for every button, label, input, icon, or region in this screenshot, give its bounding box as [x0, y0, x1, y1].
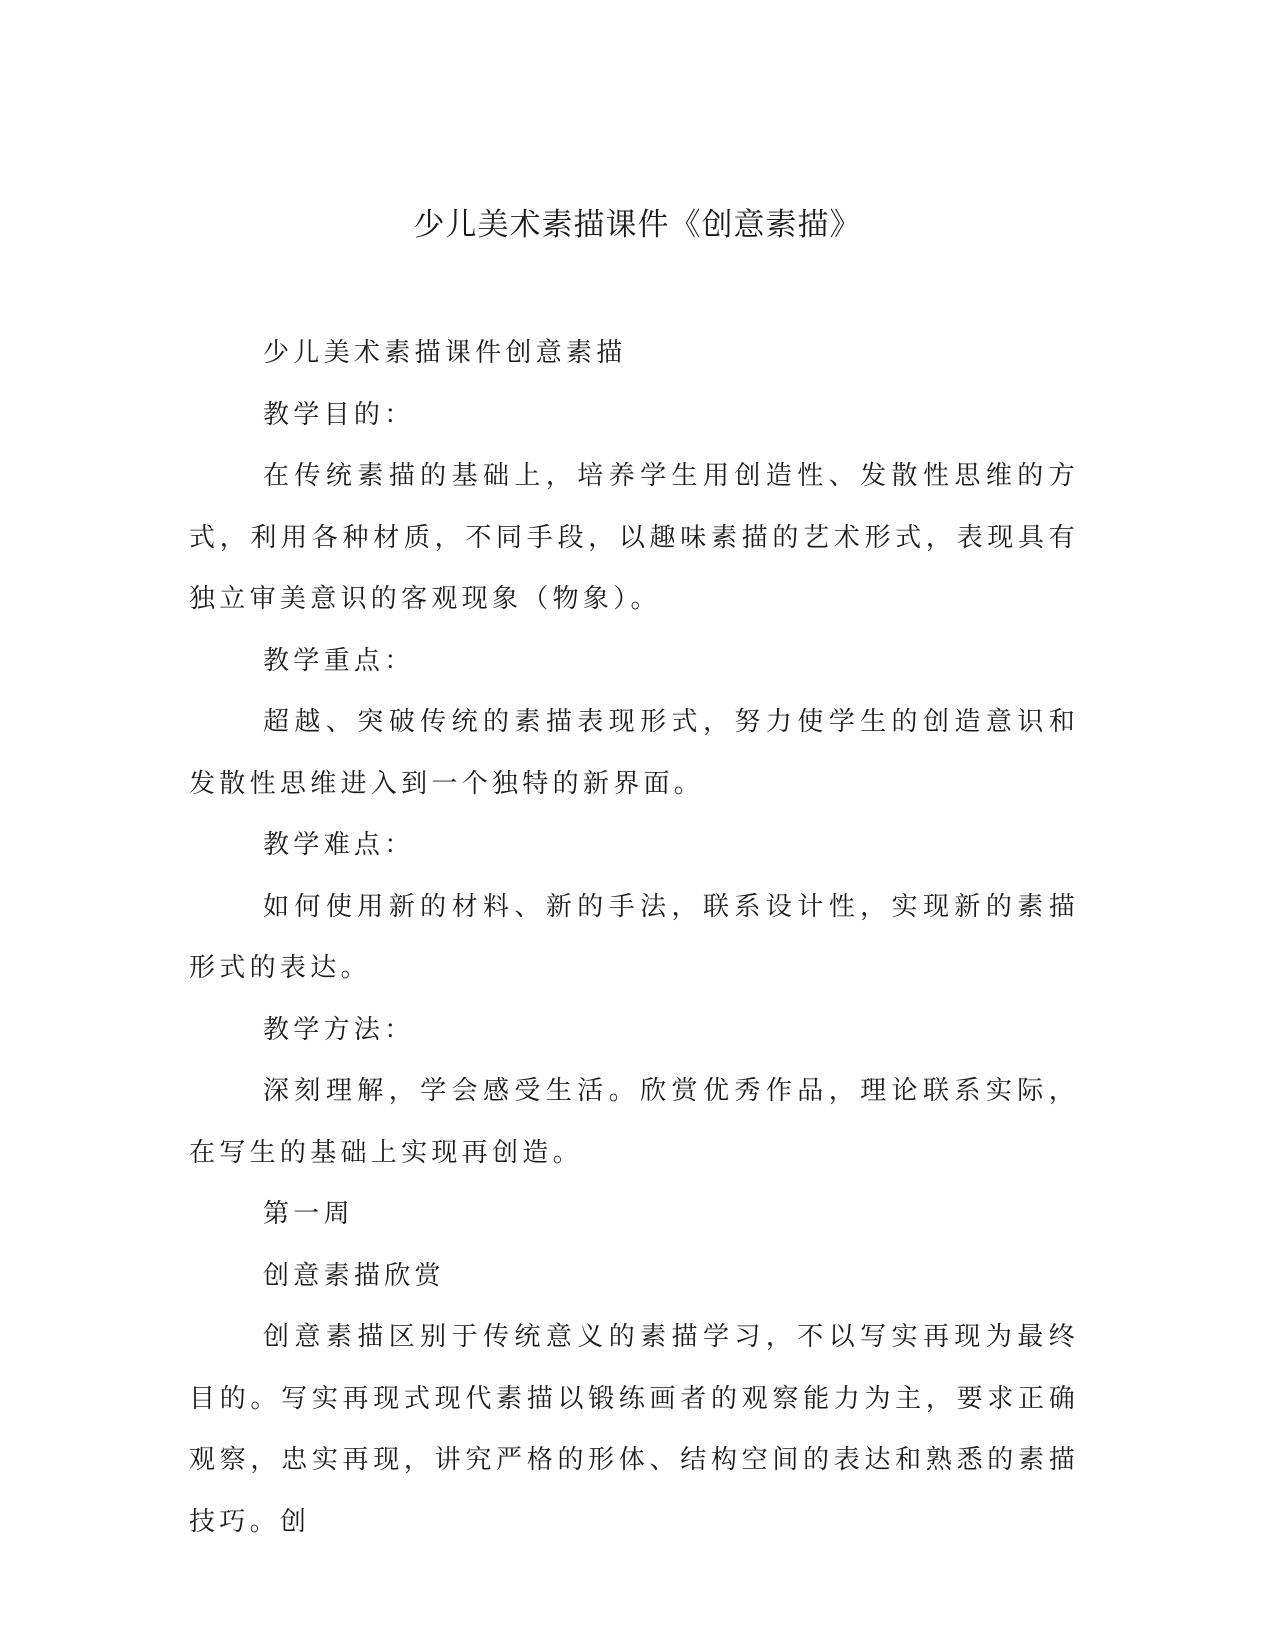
paragraph-teaching-focus: 超越、突破传统的素描表现形式，努力使学生的创造意识和发散性思维进入到一个独特的新界面。	[189, 707, 1079, 799]
paragraph-teaching-method: 深刻理解，学会感受生活。欣赏优秀作品，理论联系实际，在写生的基础上实现再创造。	[189, 1076, 1079, 1168]
paragraph-creative-sketch-intro: 创意素描区别于传统意义的素描学习，不以写实再现为最终目的。写实再现式现代素描以锻练画者的观察能力为主，要求正确观察，忠实再现，讲究严格的形体、结构空间的表达和熟悉的素描技巧。创	[189, 1322, 1079, 1537]
heading-week-one: 第一周	[263, 1199, 354, 1229]
heading-teaching-purpose: 教学目的：	[263, 399, 415, 430]
heading-creative-sketch-appreciation: 创意素描欣赏	[263, 1260, 445, 1291]
document-body	[189, 323, 1079, 1553]
heading-teaching-difficulty: 教学难点：	[263, 830, 415, 860]
heading-teaching-focus: 教学重点：	[263, 645, 415, 676]
paragraph-subtitle: 少儿美术素描课件创意素描	[263, 338, 627, 368]
heading-teaching-method: 教学方法：	[263, 1014, 415, 1045]
paragraph-teaching-difficulty: 如何使用新的材料、新的手法，联系设计性，实现新的素描形式的表达。	[189, 891, 1079, 983]
paragraph-teaching-purpose: 在传统素描的基础上，培养学生用创造性、发散性思维的方式，利用各种材质，不同手段，以趣味素描的艺术形式，表现具有独立审美意识的客观现象（物象）。	[189, 461, 1079, 614]
document-title: 少儿美术素描课件《创意素描》	[413, 207, 862, 243]
